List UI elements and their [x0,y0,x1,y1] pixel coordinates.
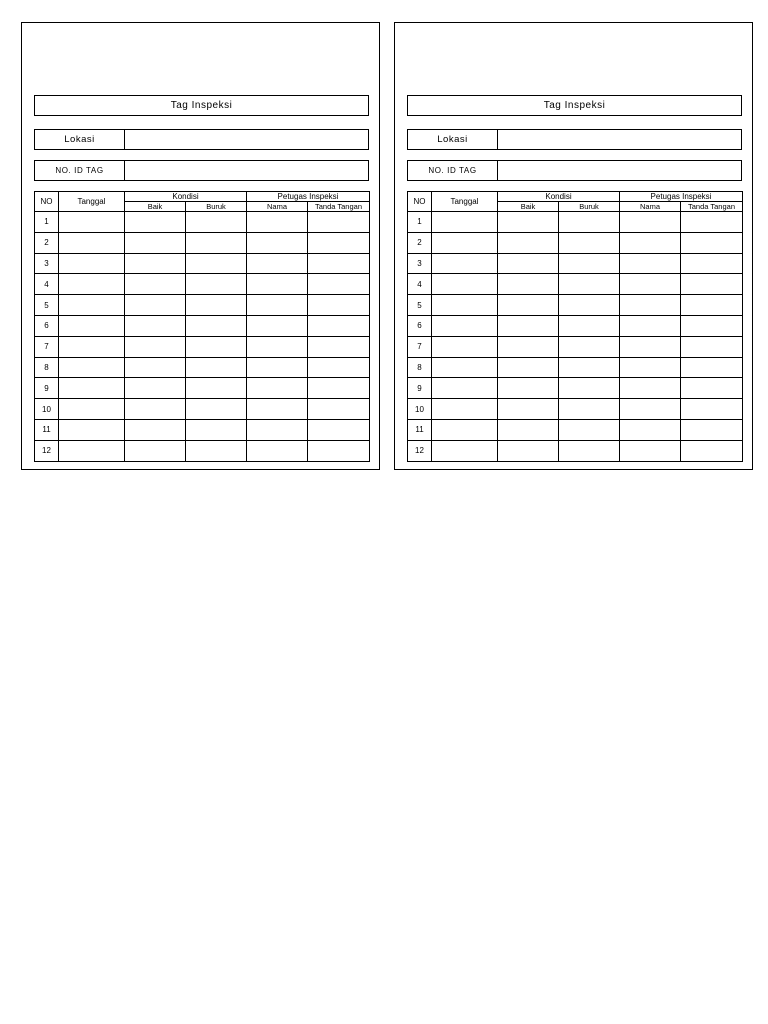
row-number: 7 [35,336,59,357]
baik-cell[interactable] [498,274,559,295]
header-petugas-inspeksi: Petugas Inspeksi [620,192,743,202]
id-tag-value[interactable] [498,161,741,180]
tag-title: Tag Inspeksi [407,95,742,116]
buruk-cell[interactable] [559,315,620,336]
table-row [35,274,370,295]
row-number: 8 [408,357,432,378]
row-number: 11 [408,419,432,440]
buruk-cell[interactable] [559,232,620,253]
baik-cell[interactable] [498,295,559,316]
buruk-cell[interactable] [559,253,620,274]
nama-cell[interactable] [247,212,308,233]
header-no: NO [408,192,432,212]
baik-cell[interactable] [498,232,559,253]
table-row [35,336,370,357]
nama-cell[interactable] [620,315,681,336]
tanggal-cell[interactable] [432,378,498,399]
nama-cell[interactable] [620,232,681,253]
row-number: 10 [35,399,59,420]
tanda-tangan-cell[interactable] [308,399,370,420]
nama-cell[interactable] [247,357,308,378]
buruk-cell[interactable] [186,336,247,357]
baik-cell[interactable] [125,295,186,316]
inspection-log-table [407,191,743,462]
tanda-tangan-cell[interactable] [681,212,743,233]
tanda-tangan-cell[interactable] [681,253,743,274]
tanda-tangan-cell[interactable] [308,295,370,316]
baik-cell[interactable] [498,399,559,420]
header-tanggal: Tanggal [59,192,125,212]
table-row [408,295,743,316]
table-row [35,378,370,399]
tanda-tangan-cell[interactable] [308,440,370,461]
id-tag-label: NO. ID TAG [35,161,125,180]
tanda-tangan-cell[interactable] [308,232,370,253]
header-tanda-tangan: Tanda Tangan [308,202,370,212]
lokasi-label: Lokasi [408,130,498,149]
baik-cell[interactable] [125,378,186,399]
row-number: 6 [35,315,59,336]
tanda-tangan-cell[interactable] [681,378,743,399]
baik-cell[interactable] [498,212,559,233]
table-row [408,440,743,461]
baik-cell[interactable] [498,357,559,378]
table-row [35,253,370,274]
buruk-cell[interactable] [186,399,247,420]
table-row [35,357,370,378]
row-number: 12 [35,440,59,461]
table-row [35,440,370,461]
row-number: 12 [408,440,432,461]
row-number: 2 [35,232,59,253]
table-row [408,315,743,336]
table-row [408,212,743,233]
row-number: 11 [35,419,59,440]
lokasi-value[interactable] [125,130,368,149]
buruk-cell[interactable] [559,378,620,399]
nama-cell[interactable] [620,253,681,274]
baik-cell[interactable] [498,336,559,357]
table-row [408,419,743,440]
id-tag-field [34,160,369,181]
tanggal-cell[interactable] [59,295,125,316]
buruk-cell[interactable] [559,419,620,440]
tanda-tangan-cell[interactable] [681,399,743,420]
nama-cell[interactable] [620,336,681,357]
tanggal-cell[interactable] [59,336,125,357]
buruk-cell[interactable] [559,399,620,420]
header-tanda-tangan: Tanda Tangan [681,202,743,212]
header-baik: Baik [498,202,559,212]
lokasi-field [407,129,742,150]
header-buruk: Buruk [559,202,620,212]
row-number: 3 [35,253,59,274]
baik-cell[interactable] [498,315,559,336]
baik-cell[interactable] [125,399,186,420]
buruk-cell[interactable] [186,212,247,233]
row-number: 5 [35,295,59,316]
row-number: 8 [35,357,59,378]
tanggal-cell[interactable] [59,378,125,399]
buruk-cell[interactable] [186,274,247,295]
baik-cell[interactable] [125,232,186,253]
baik-cell[interactable] [498,253,559,274]
row-number: 7 [408,336,432,357]
table-row [35,419,370,440]
nama-cell[interactable] [247,419,308,440]
lokasi-label: Lokasi [35,130,125,149]
buruk-cell[interactable] [186,253,247,274]
tanggal-cell[interactable] [59,212,125,233]
nama-cell[interactable] [620,212,681,233]
baik-cell[interactable] [498,378,559,399]
nama-cell[interactable] [620,357,681,378]
table-row [35,315,370,336]
lokasi-value[interactable] [498,130,741,149]
nama-cell[interactable] [247,232,308,253]
id-tag-value[interactable] [125,161,368,180]
lokasi-field [34,129,369,150]
tanggal-cell[interactable] [432,232,498,253]
header-no: NO [35,192,59,212]
tanda-tangan-cell[interactable] [681,274,743,295]
nama-cell[interactable] [247,315,308,336]
tanggal-cell[interactable] [432,336,498,357]
tanda-tangan-cell[interactable] [681,295,743,316]
baik-cell[interactable] [125,440,186,461]
tanggal-cell[interactable] [432,419,498,440]
tanggal-cell[interactable] [432,440,498,461]
table-row [35,399,370,420]
buruk-cell[interactable] [186,419,247,440]
table-row [408,399,743,420]
tanggal-cell[interactable] [59,399,125,420]
table-row [35,212,370,233]
buruk-cell[interactable] [559,295,620,316]
tanggal-cell[interactable] [432,357,498,378]
table-row [35,232,370,253]
table-row [408,274,743,295]
inspection-tag-card-left [21,22,380,470]
nama-cell[interactable] [620,440,681,461]
header-nama: Nama [620,202,681,212]
nama-cell[interactable] [620,274,681,295]
row-number: 2 [408,232,432,253]
nama-cell[interactable] [247,399,308,420]
row-number: 1 [408,212,432,233]
row-number: 5 [408,295,432,316]
nama-cell[interactable] [247,295,308,316]
buruk-cell[interactable] [186,440,247,461]
tag-title: Tag Inspeksi [34,95,369,116]
nama-cell[interactable] [247,336,308,357]
baik-cell[interactable] [498,440,559,461]
row-number: 4 [35,274,59,295]
baik-cell[interactable] [125,212,186,233]
nama-cell[interactable] [247,440,308,461]
tanggal-cell[interactable] [59,274,125,295]
table-row [408,253,743,274]
header-baik: Baik [125,202,186,212]
header-kondisi: Kondisi [498,192,620,202]
nama-cell[interactable] [247,274,308,295]
row-number: 10 [408,399,432,420]
tanggal-cell[interactable] [59,419,125,440]
table-row [408,357,743,378]
tanda-tangan-cell[interactable] [308,378,370,399]
inspection-tag-card-right [394,22,753,470]
row-number: 9 [408,378,432,399]
baik-cell[interactable] [498,419,559,440]
tanda-tangan-cell[interactable] [308,315,370,336]
tanda-tangan-cell[interactable] [308,419,370,440]
tanda-tangan-cell[interactable] [681,232,743,253]
tanggal-cell[interactable] [59,357,125,378]
tanggal-cell[interactable] [59,253,125,274]
tanggal-cell[interactable] [59,440,125,461]
row-number: 3 [408,253,432,274]
buruk-cell[interactable] [186,295,247,316]
header-petugas-inspeksi: Petugas Inspeksi [247,192,370,202]
header-tanggal: Tanggal [432,192,498,212]
id-tag-field [407,160,742,181]
tanda-tangan-cell[interactable] [308,253,370,274]
baik-cell[interactable] [125,315,186,336]
buruk-cell[interactable] [186,232,247,253]
tanggal-cell[interactable] [432,295,498,316]
id-tag-label: NO. ID TAG [408,161,498,180]
buruk-cell[interactable] [186,357,247,378]
row-number: 1 [35,212,59,233]
table-row [408,378,743,399]
nama-cell[interactable] [247,378,308,399]
buruk-cell[interactable] [559,336,620,357]
tanda-tangan-cell[interactable] [681,357,743,378]
tanda-tangan-cell[interactable] [308,274,370,295]
table-row [408,232,743,253]
row-number: 9 [35,378,59,399]
tanggal-cell[interactable] [432,212,498,233]
tanggal-cell[interactable] [59,315,125,336]
row-number: 6 [408,315,432,336]
header-nama: Nama [247,202,308,212]
table-row [408,336,743,357]
tanggal-cell[interactable] [432,253,498,274]
buruk-cell[interactable] [559,212,620,233]
tanda-tangan-cell[interactable] [308,336,370,357]
buruk-cell[interactable] [186,315,247,336]
baik-cell[interactable] [125,336,186,357]
buruk-cell[interactable] [559,274,620,295]
tanda-tangan-cell[interactable] [681,419,743,440]
buruk-cell[interactable] [559,357,620,378]
buruk-cell[interactable] [559,440,620,461]
tanda-tangan-cell[interactable] [308,357,370,378]
tanggal-cell[interactable] [432,274,498,295]
nama-cell[interactable] [247,253,308,274]
tanggal-cell[interactable] [59,232,125,253]
buruk-cell[interactable] [186,378,247,399]
baik-cell[interactable] [125,253,186,274]
tanggal-cell[interactable] [432,315,498,336]
header-kondisi: Kondisi [125,192,247,202]
baik-cell[interactable] [125,274,186,295]
nama-cell[interactable] [620,295,681,316]
baik-cell[interactable] [125,419,186,440]
nama-cell[interactable] [620,419,681,440]
row-number: 4 [408,274,432,295]
tanggal-cell[interactable] [432,399,498,420]
baik-cell[interactable] [125,357,186,378]
tanda-tangan-cell[interactable] [308,212,370,233]
tanda-tangan-cell[interactable] [681,440,743,461]
header-buruk: Buruk [186,202,247,212]
tanda-tangan-cell[interactable] [681,315,743,336]
nama-cell[interactable] [620,399,681,420]
inspection-log-table [34,191,370,462]
table-row [35,295,370,316]
nama-cell[interactable] [620,378,681,399]
tanda-tangan-cell[interactable] [681,336,743,357]
